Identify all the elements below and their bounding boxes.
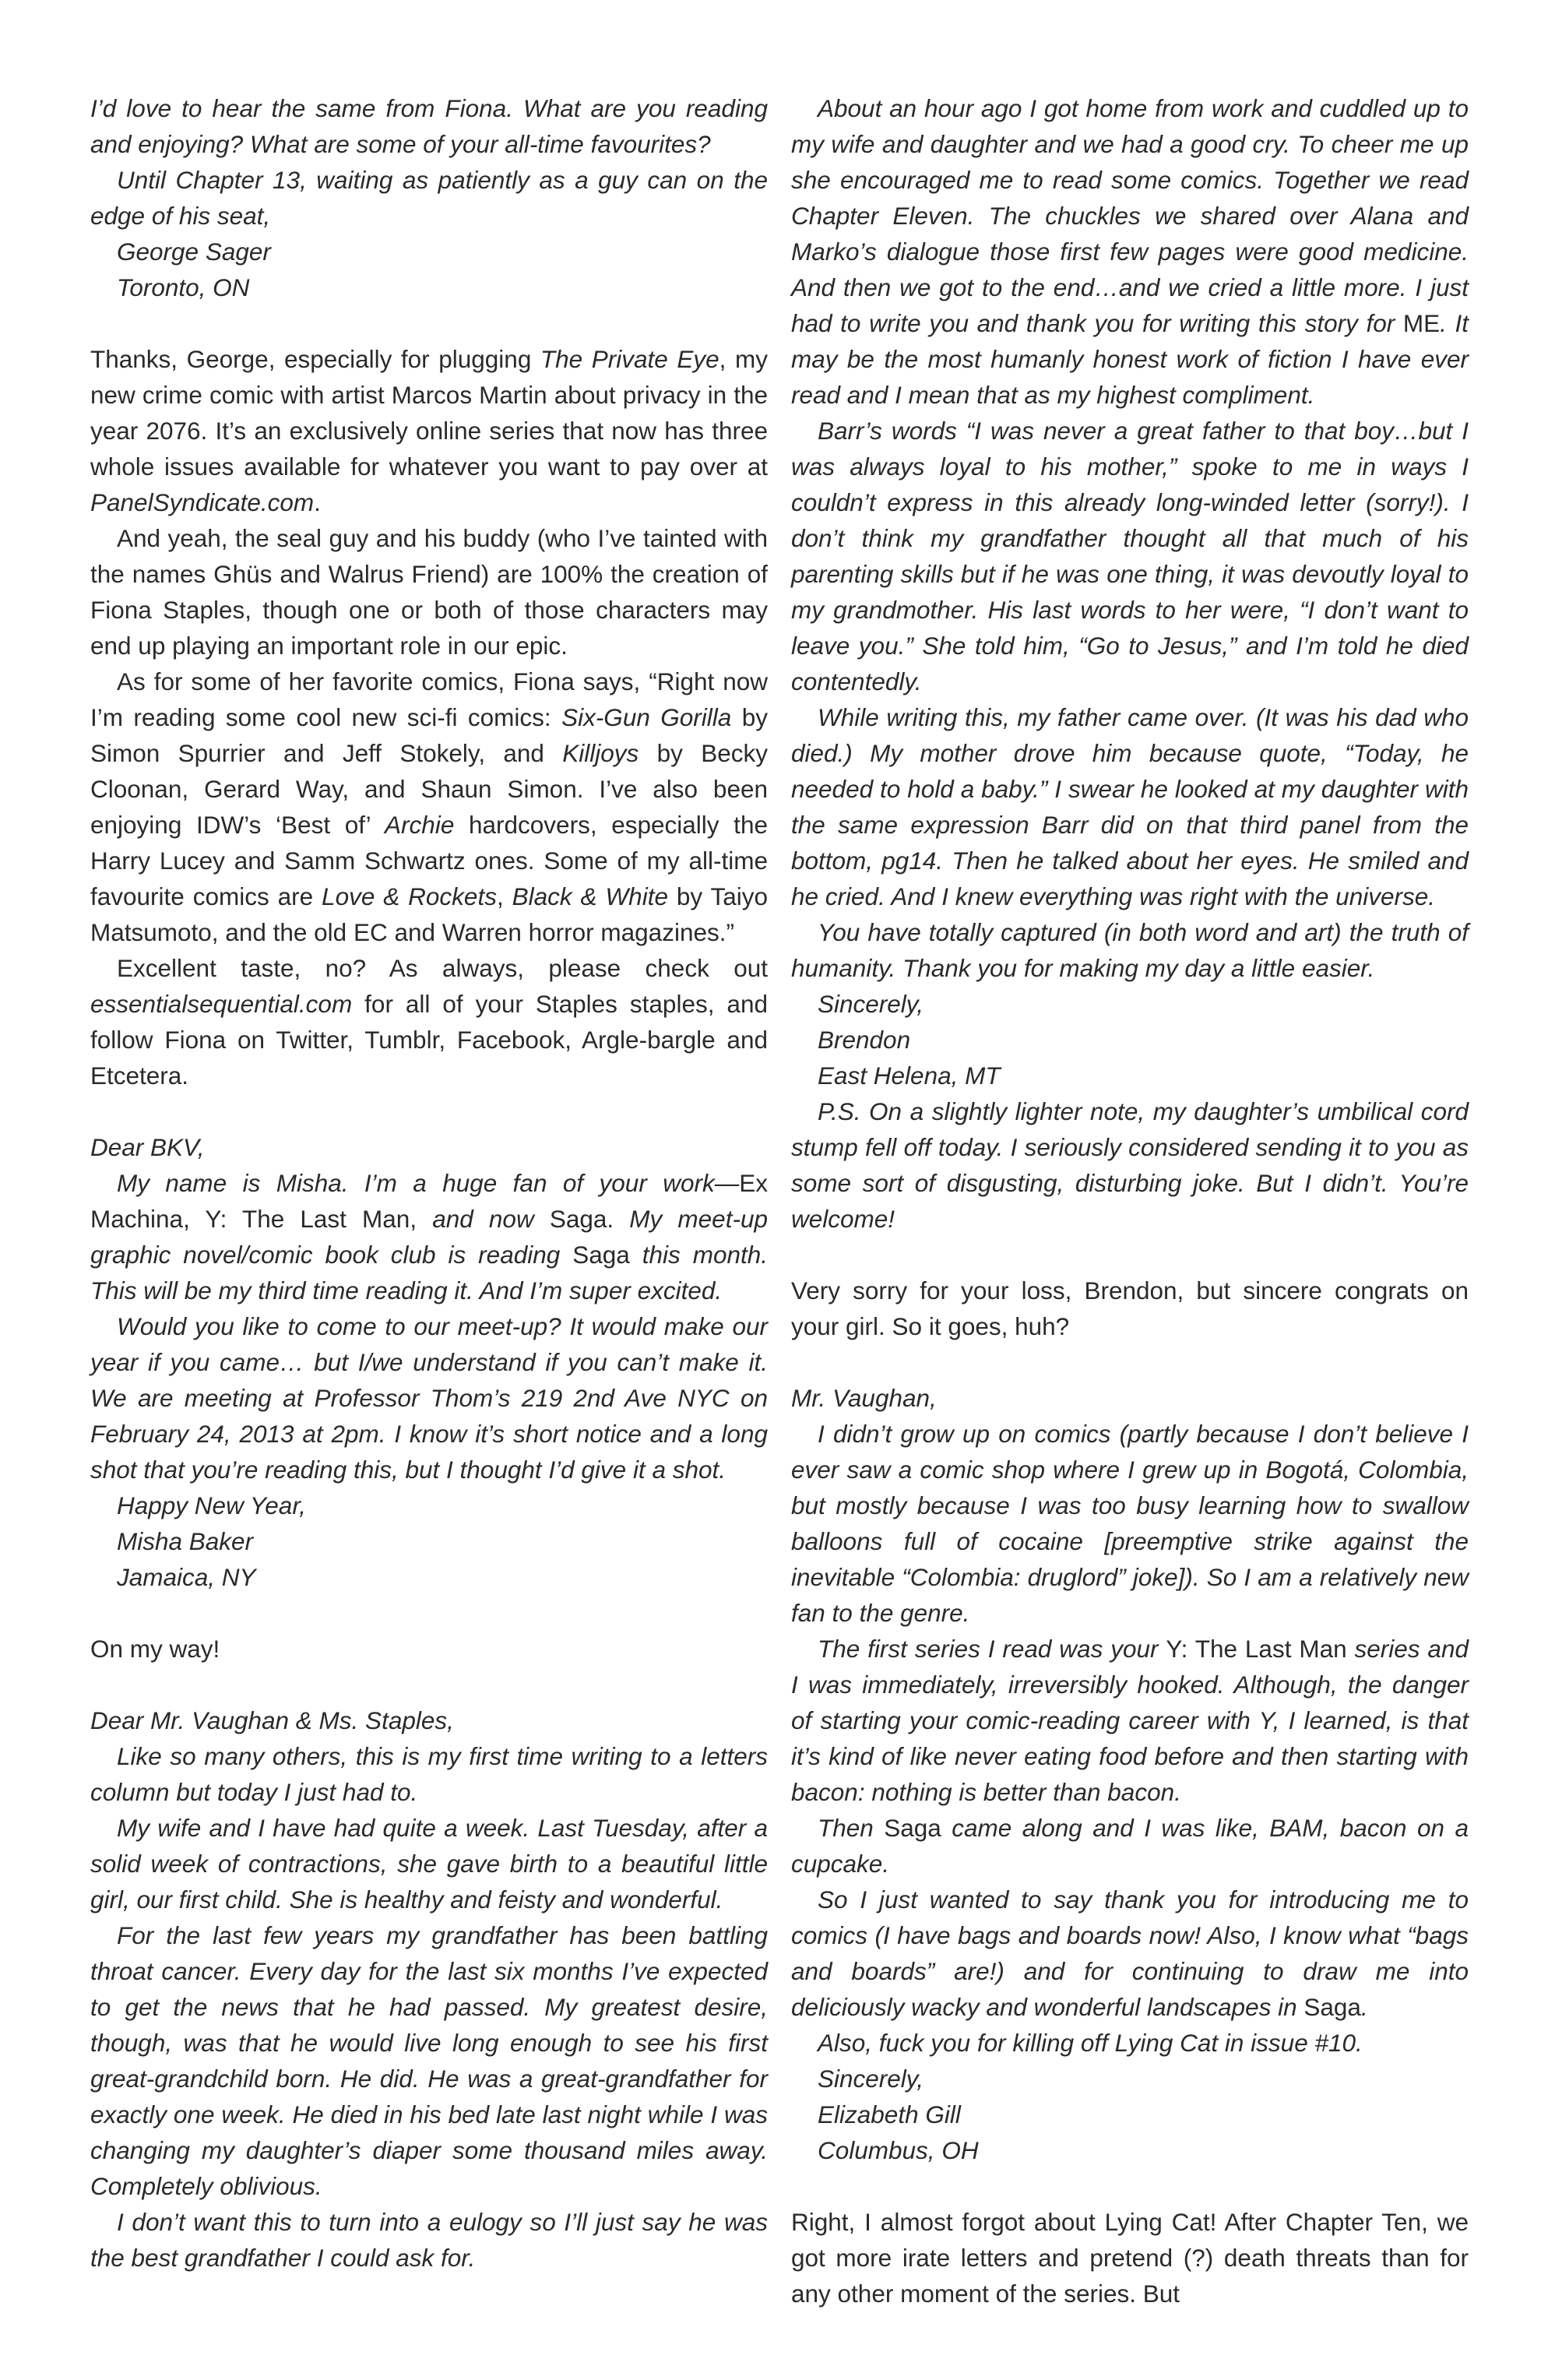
reply-paragraph: Thanks, George, especially for plugging The Private Eye, my new crime comic with artist Marcos Martin about privacy in the year 2076. It’s an exclusively online series that now has three whole issues available for whatever you want to pay over at PanelSyndicate.com. xyxy=(90,345,768,516)
brendon-letter-end xyxy=(791,90,1469,1237)
reply-paragraph: As for some of her favorite comics, Fiona says, “Right now I’m reading some cool new sci-fi comics: Six-Gun Gorilla by Simon Spurrier and Jeff Stokely, and Killjoys by Becky Cloonan, Gerard Way, and Shaun Simon. I’ve also been enjoying IDW’s ‘Best of’ Archie hardcovers, especially the Harry Lucey and Samm Schwartz ones. Some of my all-time favourite comics are Love & Rockets, Black & White by Taiyo Matsumoto, and the old EC and Warren horror magazines.” xyxy=(90,667,769,946)
letter-paragraph: Would you like to come to our meet-up? It would make our year if you came… but I/we understand if you can’t make it. We are meeting at Professor Thom’s 219 2nd Ave NYC on February 24, 2013 at 2pm. I know it’s short notice and a long shot that you’re reading this, but I thought I’d give it a shot. xyxy=(90,1312,768,1484)
signature-close: Sincerely, xyxy=(818,990,924,1018)
signature-place: Jamaica, NY xyxy=(117,1563,256,1591)
george-letter-end xyxy=(90,90,768,305)
letter-paragraph: About an hour ago I got home from work and cuddled up to my wife and daughter and we had a good cry. To cheer me up she encouraged me to read some comics. Together we read Chapter Eleven. The chuckles we shared over Alana and Marko’s dialogue those first few pages were good medicine. And then we got to the end…and we cried a little more. I just had to write you and thank you for writing this story for ME. It may be the most humanly honest work of fiction I have ever read and I mean that as my highest compliment. xyxy=(791,94,1469,409)
book-title: Y: The Last Man xyxy=(1166,1635,1347,1663)
book-title: Saga. xyxy=(549,1205,614,1233)
book-title: Ex Machina, Y: The Last Man, xyxy=(90,1169,768,1233)
book-title: Saga xyxy=(572,1241,630,1269)
signature-place: East Helena, MT xyxy=(818,1061,1001,1090)
letter-paragraph: My wife and I have had quite a week. Last Tuesday, after a solid week of contractions, she gave birth to a beautiful little girl, our first child. She is healthy and feisty and wonderful. xyxy=(90,1814,768,1914)
book-title: Six-Gun Gorilla xyxy=(561,703,732,731)
book-title: Killjoys xyxy=(562,739,639,767)
left-column xyxy=(90,90,768,2276)
letter-salutation: Mr. Vaughan, xyxy=(791,1384,937,1412)
letter-paragraph: I didn’t grow up on comics (partly because I don’t believe I ever saw a comic shop where I grew up in Bogotá, Colombia, but mostly because I was too busy learning how to swallow balloons full of cocaine [preemptive strike against the inevitable “Colombia: druglord” joke]). So I am a relatively new fan to the genre. xyxy=(791,1420,1469,1627)
reply-paragraph: Excellent taste, no? As always, please check out essentialsequential.com for all of your Staples staples, and follow Fiona on Twitter, Tumblr, Facebook, Argle-bargle and Etcetera. xyxy=(90,954,768,1090)
signature-place: Columbus, OH xyxy=(818,2136,979,2164)
letter-paragraph: For the last few years my grandfather has been battling throat cancer. Every day for the last six months I’ve expected to get the news that he had passed. My greatest desire, though, was that he would live long enough to see his first great-grandchild born. He did. He was a great-grandfather for exactly one week. He died in his bed late last night while I was changing my daughter’s diaper some thousand miles away. Completely oblivious. xyxy=(90,1921,768,2200)
reply-george xyxy=(90,341,768,1093)
emphasis: ME xyxy=(1402,309,1441,337)
signature-name: Misha Baker xyxy=(117,1527,254,1555)
letter-paragraph: I don’t want this to turn into a eulogy so I’ll just say he was the best grandfather I could ask for. xyxy=(90,2208,768,2272)
book-title: Black & White xyxy=(512,882,668,910)
right-column xyxy=(791,90,1469,2311)
book-title: The Private Eye xyxy=(540,345,719,373)
website-name: essentialsequential.com xyxy=(90,990,353,1018)
letter-paragraph: My name is Misha. I’m a huge fan of your work—Ex Machina, Y: The Last Man, and now Saga. My meet-up graphic novel/comic book club is reading Saga this month. This will be my third time reading it. And I’m super excited. xyxy=(90,1169,769,1304)
letter-paragraph: Like so many others, this is my first time writing to a letters column but today I just had to. xyxy=(90,1742,768,1806)
book-title: Saga xyxy=(1303,1993,1361,2021)
signature-name: George Sager xyxy=(117,238,271,266)
letter-paragraph: The first series I read was your Y: The Last Man series and I was immediately, irreversibly hooked. Although, the danger of starting your comic-reading career with Y, I learned, is that it’s kind of like never eating food before and then starting with bacon: nothing is better than bacon. xyxy=(791,1635,1469,1806)
signature-place: Toronto, ON xyxy=(117,273,250,301)
signature-close: Happy New Year, xyxy=(117,1491,306,1519)
reply-elizabeth: Right, I almost forgot about Lying Cat! After Chapter Ten, we got more irate letters and pretend (?) death threats than for any other moment of the series. But xyxy=(791,2208,1469,2308)
letter-paragraph: Barr’s words “I was never a great father to that boy…but I was always loyal to his mother,” spoke to me in ways I couldn’t express in this already long-winded letter (sorry!). I don’t think my grandfather thought all that much of his parenting skills but if he was one thing, it was devoutly loyal to my grandmother. His last words to her were, “I don’t want to leave you.” She told him, “Go to Jesus,” and I’m told he died contentedly. xyxy=(791,417,1469,695)
letter-paragraph: You have totally captured (in both word and art) the truth of humanity. Thank you for making my day a little easier. xyxy=(791,918,1469,982)
book-title: Archie xyxy=(385,811,455,839)
letter-paragraph: While writing this, my father came over. (It was his dad who died.) My mother drove him because quote, “Today, he needed to hold a baby.” I swear he looked at my daughter with the same expression Barr did on that third panel from the bottom, pg14. Then he talked about her eyes. He smiled and he cried. And I knew everything was right with the universe. xyxy=(791,703,1469,910)
book-title: Love & Rockets xyxy=(322,882,497,910)
reply-misha: On my way! xyxy=(90,1635,220,1663)
letter-paragraph: Also, fuck you for killing off Lying Cat in issue #10. xyxy=(818,2029,1363,2057)
signature-close: Sincerely, xyxy=(818,2065,924,2093)
letter-salutation: Dear BKV, xyxy=(90,1133,205,1161)
letter-paragraph: Until Chapter 13, waiting as patiently as a guy can on the edge of his seat, xyxy=(90,166,768,230)
signature-name: Elizabeth Gill xyxy=(818,2100,961,2128)
brendon-letter-start xyxy=(90,1702,768,2276)
letter-paragraph: Then Saga came along and I was like, BAM, bacon on a cupcake. xyxy=(791,1814,1469,1878)
signature-name: Brendon xyxy=(818,1026,911,1054)
book-title: Saga xyxy=(884,1814,941,1842)
reply-paragraph: And yeah, the seal guy and his buddy (who I’ve tainted with the names Ghüs and Walrus Friend) are 100% the creation of Fiona Staples, though one or both of those characters may end up playing an important role in our epic. xyxy=(90,524,768,660)
website-name: PanelSyndicate.com xyxy=(90,488,315,516)
letter-postscript: P.S. On a slightly lighter note, my daughter’s umbilical cord stump fell off today. I seriously considered sending it to you as some sort of disgusting, disturbing joke. But I didn’t. You’re welcome! xyxy=(791,1097,1469,1233)
reply-brendon: Very sorry for your loss, Brendon, but sincere congrats on your girl. So it goes, huh? xyxy=(791,1276,1469,1340)
letter-paragraph: I’d love to hear the same from Fiona. What are you reading and enjoying? What are some of your all-time favourites? xyxy=(90,94,768,158)
misha-letter xyxy=(90,1129,768,1595)
elizabeth-letter xyxy=(791,1380,1469,2168)
letter-salutation: Dear Mr. Vaughan & Ms. Staples, xyxy=(90,1706,454,1734)
letter-paragraph: So I just wanted to say thank you for introducing me to comics (I have bags and boards now! Also, I know what “bags and boards” are!) and for continuing to draw me into deliciously wacky and wonderful landscapes in Saga. xyxy=(791,1885,1469,2021)
